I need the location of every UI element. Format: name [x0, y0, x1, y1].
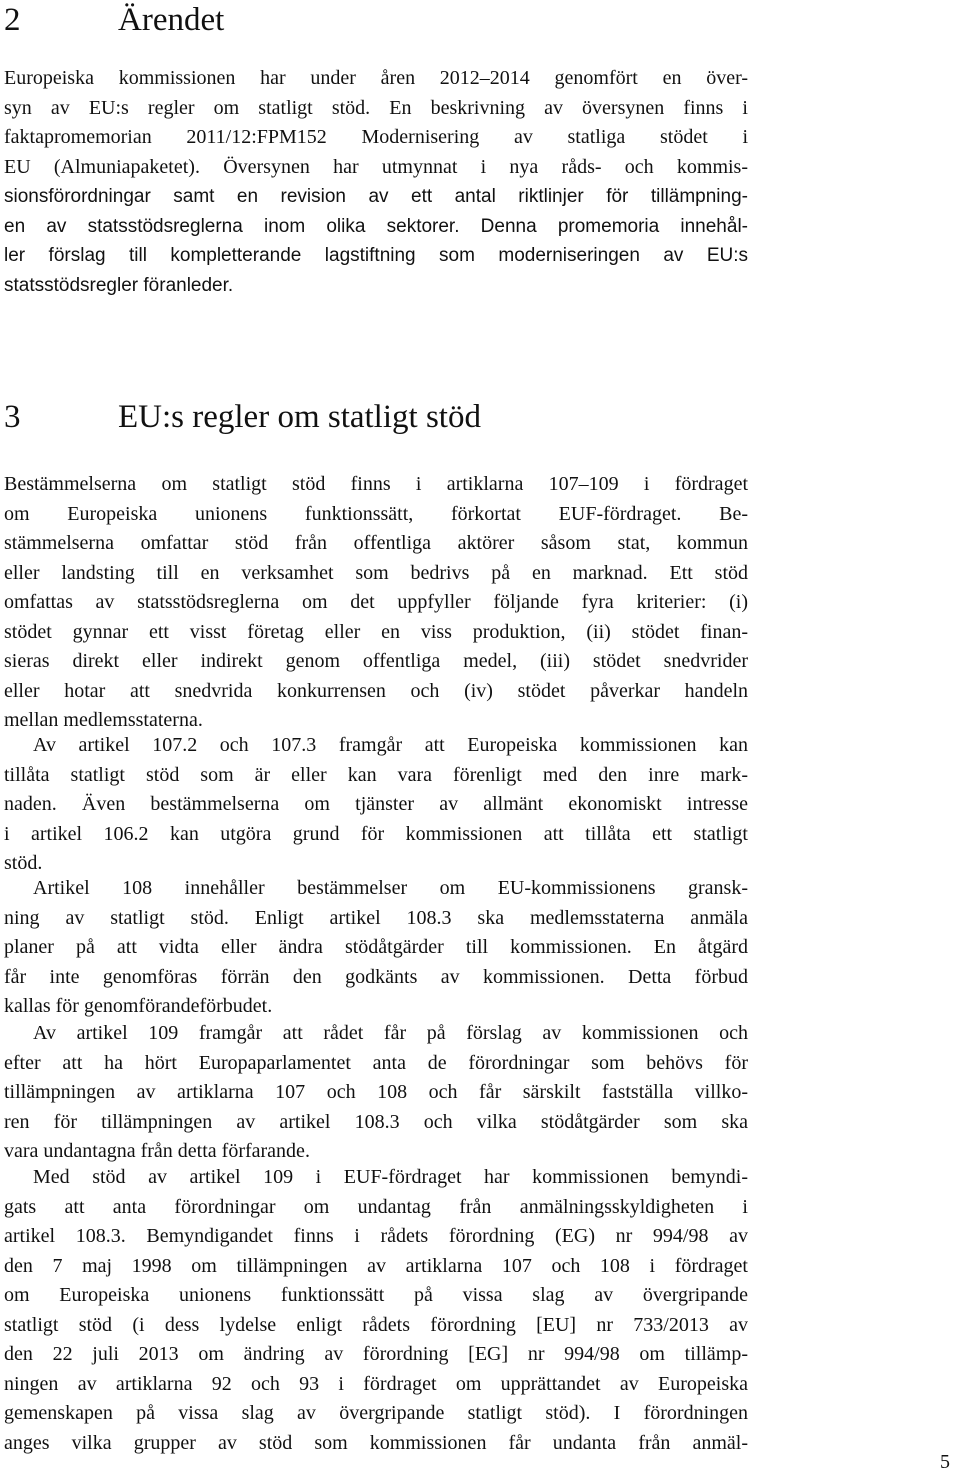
- paragraph-line: i artikel 106.2 kan utgöra grund för kommissionen att tillåta ett statligt: [4, 822, 748, 845]
- paragraph-line: stöd.: [4, 852, 43, 874]
- paragraph-line: naden. Även bestämmelserna om tjänster av allmänt ekonomiskt intresse: [4, 793, 748, 815]
- paragraph-line: tillåta statligt stöd som är eller kan vara förenligt med den inre mark-: [4, 763, 748, 786]
- paragraph-line: syn av EU:s regler om statligt stöd. En beskrivning av översynen finns i: [4, 96, 748, 119]
- section-3-number: 3: [4, 399, 21, 435]
- paragraph-line: gemenskapen på vissa slag av övergripande statligt stöd). I förordningen: [4, 1402, 748, 1424]
- paragraph-line: efter att ha hört Europaparlamentet anta de förordningar som behövs för: [4, 1051, 748, 1074]
- paragraph-line: får inte genomföras förrän den godkänts av kommissionen. Detta förbud: [4, 965, 748, 988]
- paragraph-line: stämmelserna omfattar stöd från offentliga aktörer såsom stat, kommun: [4, 532, 748, 554]
- paragraph-line: sieras direkt eller indirekt genom offentliga medel, (iii) stödet snedvrider: [4, 650, 748, 672]
- section-2-paragraph: [4, 64, 748, 300]
- section-3-paragraph: [4, 874, 748, 1022]
- paragraph-line: sionsförordningar samt en revision av ett antal riktlinjer för tillämpning-: [4, 186, 748, 207]
- paragraph-line: planer på att vidta eller ändra stödåtgärder till kommissionen. En åtgärd: [4, 936, 748, 958]
- paragraph-line: gats att anta förordningar om undantag från anmälningsskyldigheten i: [4, 1195, 748, 1218]
- paragraph-line: Av artikel 109 framgår att rådet får på förslag av kommissionen och: [33, 1022, 748, 1044]
- paragraph-line: EU (Almuniapaketet). Översynen har utmynnat i nya råds- och kommis-: [4, 155, 748, 178]
- paragraph-line: Europeiska kommissionen har under åren 2012–2014 genomfört en över-: [4, 67, 748, 89]
- paragraph-line: faktapromemorian 2011/12:FPM152 Modernisering av statliga stödet i: [4, 126, 748, 148]
- paragraph-line: den 22 juli 2013 om ändring av förordning [EG] nr 994/98 om tillämp-: [4, 1343, 748, 1365]
- paragraph-line: vara undantagna från detta förfarande.: [4, 1140, 310, 1162]
- paragraph-line: statsstödsregler föranleder.: [4, 274, 234, 296]
- paragraph-line: den 7 maj 1998 om tillämpningen av artiklarna 107 och 108 i fördraget: [4, 1254, 748, 1277]
- paragraph-line: kallas för genomförandeförbudet.: [4, 995, 273, 1017]
- paragraph-line: mellan medlemsstaterna.: [4, 709, 203, 731]
- paragraph-line: Med stöd av artikel 109 i EUF-fördraget har kommissionen bemyndi-: [33, 1166, 748, 1188]
- paragraph-line: ning av statligt stöd. Enligt artikel 108.3 ska medlemsstaterna anmäla: [4, 906, 748, 929]
- paragraph-line: omfattas av statsstödsreglerna om det uppfyller följande fyra kriterier: (i): [4, 591, 748, 613]
- paragraph-line: eller hotar att snedvrida konkurrensen och (iv) stödet påverkar handeln: [4, 679, 748, 702]
- paragraph-line: tillämpningen av artiklarna 107 och 108 och får särskilt fastställa villko-: [4, 1081, 748, 1103]
- paragraph-line: ler förslag till kompletterande lagstiftning som moderniseringen av EU:s: [4, 245, 748, 266]
- paragraph-line: ningen av artiklarna 92 och 93 i fördraget om upprättandet av Europeiska: [4, 1372, 748, 1395]
- section-2-title: Ärendet: [118, 2, 225, 38]
- paragraph-line: stödet gynnar ett visst företag eller en viss produktion, (ii) stödet finan-: [4, 620, 748, 643]
- paragraph-line: om Europeiska unionens funktionssätt, förkortat EUF-fördraget. Be-: [4, 502, 748, 525]
- section-2-number: 2: [4, 2, 21, 38]
- section-2-heading: [4, 4, 224, 37]
- section-3-paragraph: [4, 731, 748, 879]
- paragraph-line: anges vilka grupper av stöd som kommissionen får undanta från anmäl-: [4, 1431, 748, 1454]
- section-3-title: EU:s regler om statligt stöd: [118, 399, 481, 435]
- page-number: 5: [940, 1451, 950, 1473]
- section-3-paragraph: [4, 470, 748, 736]
- section-3-paragraph: [4, 1163, 748, 1458]
- section-3-heading: [4, 401, 481, 434]
- paragraph-line: artikel 108.3. Bemyndigandet finns i rådets förordning (EG) nr 994/98 av: [4, 1225, 748, 1247]
- paragraph-line: om Europeiska unionens funktionssätt på vissa slag av övergripande: [4, 1284, 748, 1306]
- paragraph-line: statligt stöd (i dess lydelse enligt rådets förordning [EU] nr 733/2013 av: [4, 1313, 748, 1336]
- section-3-paragraph: [4, 1019, 748, 1167]
- paragraph-line: eller landsting till en verksamhet som bedrivs på en marknad. Ett stöd: [4, 561, 748, 584]
- paragraph-line: Av artikel 107.2 och 107.3 framgår att Europeiska kommissionen kan: [33, 734, 748, 756]
- paragraph-line: Bestämmelserna om statligt stöd finns i artiklarna 107–109 i fördraget: [4, 473, 748, 495]
- paragraph-line: ren för tillämpningen av artikel 108.3 och vilka stödåtgärder som ska: [4, 1110, 748, 1133]
- paragraph-line: en av statsstödsreglerna inom olika sektorer. Denna promemoria innehål-: [4, 215, 748, 237]
- paragraph-line: Artikel 108 innehåller bestämmelser om EU-kommissionens gransk-: [33, 877, 748, 899]
